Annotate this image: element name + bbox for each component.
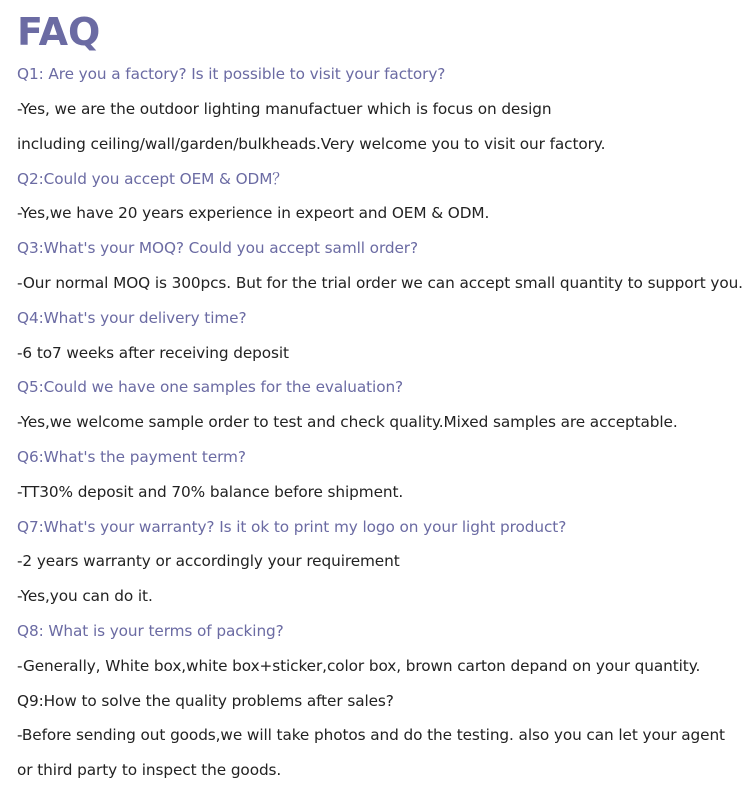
faq-answer-1-line-1: -Yes, we are the outdoor lighting manufactuer which is focus on design [17,100,552,118]
faq-question-6: Q6:What's the payment term? [17,448,246,466]
faq-question-3: Q3:What's your MOQ? Could you accept samll order? [17,239,418,257]
faq-question-8: Q8: What is your terms of packing? [17,622,284,640]
faq-question-9: Q9:How to solve the quality problems after sales? [17,692,394,710]
faq-answer-8: -Generally, White box,white box+sticker,color box, brown carton depand on your quantity. [17,657,701,675]
faq-answer-6: -TT30% deposit and 70% balance before shipment. [17,483,404,501]
faq-question-5: Q5:Could we have one samples for the evaluation? [17,378,404,396]
faq-answer-5: -Yes,we welcome sample order to test and check quality.Mixed samples are acceptable. [17,413,678,431]
faq-question-4: Q4:What's your delivery time? [17,309,247,327]
faq-answer-9-line-1: -Before sending out goods,we will take photos and do the testing. also you can let your agent [17,726,725,744]
faq-answer-2: -Yes,we have 20 years experience in expeort and OEM & ODM. [17,204,490,222]
page-title: FAQ [17,10,101,54]
faq-question-2: Q2:Could you accept OEM & ODM？ [17,170,288,188]
faq-answer-4: -6 to7 weeks after receiving deposit [17,344,289,362]
faq-question-1: Q1: Are you a factory? Is it possible to visit your factory? [17,65,446,83]
faq-answer-1-line-2: including ceiling/wall/garden/bulkheads.Very welcome you to visit our factory. [17,135,606,153]
faq-answer-9-line-2: or third party to inspect the goods. [17,761,282,779]
faq-question-7: Q7:What's your warranty? Is it ok to print my logo on your light product? [17,518,567,536]
faq-answer-7-line-1: -2 years warranty or accordingly your requirement [17,552,400,570]
faq-answer-7-line-2: -Yes,you can do it. [17,587,153,605]
faq-answer-3: -Our normal MOQ is 300pcs. But for the trial order we can accept small quantity to support you. [17,274,743,292]
